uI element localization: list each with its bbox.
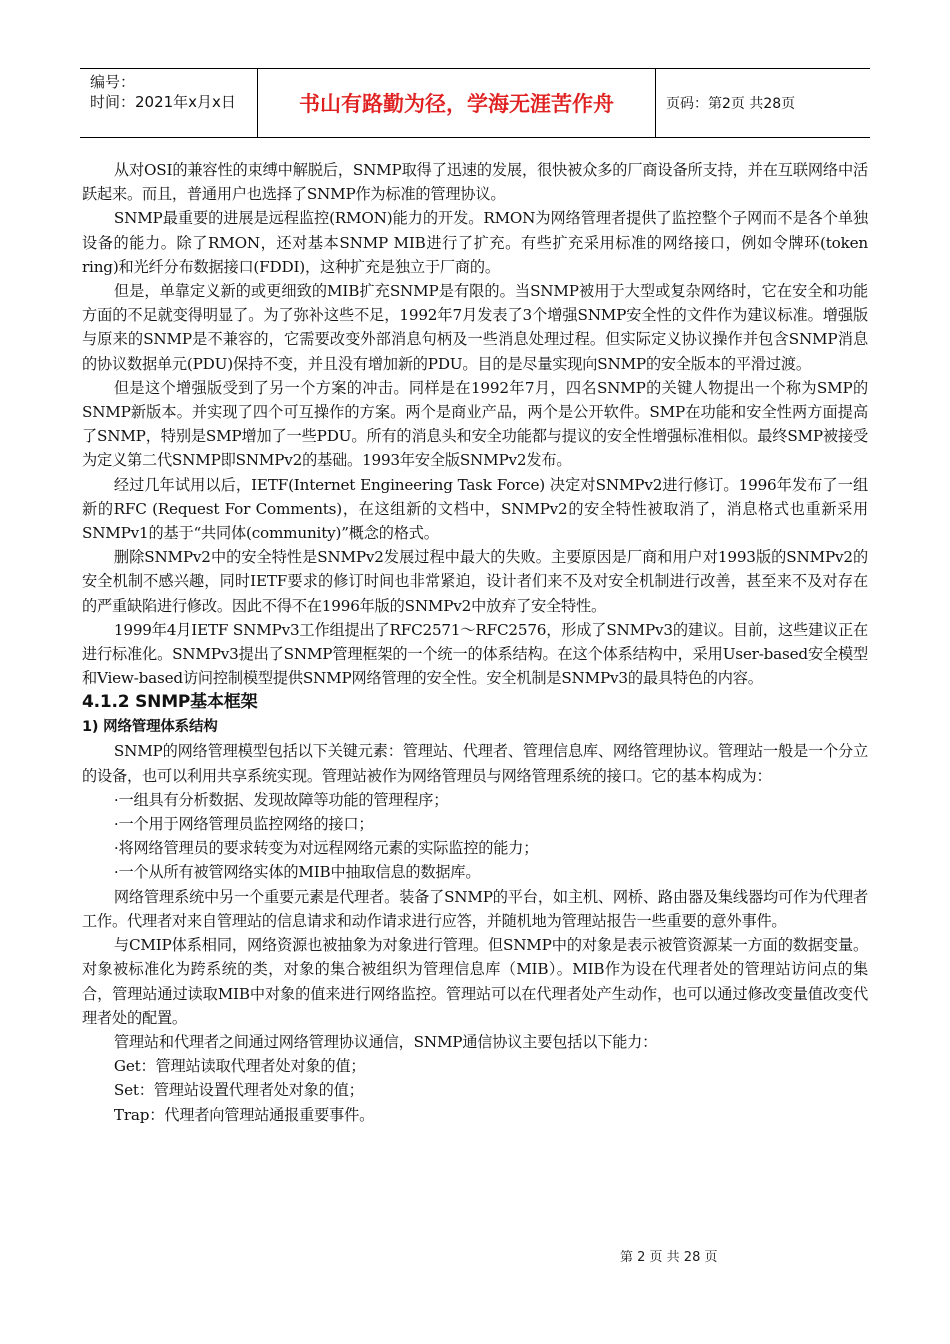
list-item: Get：管理站读取代理者处对象的值； [113, 1057, 366, 1076]
paragraph: 删除SNMPv2中的安全特性是SNMPv2发展过程中最大的失败。主要原因是厂商和用户对1993版的SNMPv2的安全机制不感兴趣，同时IETF要求的修订时间也非常紧迫，设计者们来不及对安全机制进行改善，甚至来不及对存在的严重缺陷进行修改。因此不得不在1996年版的SNMPv2中放弃了安全特性。 [82, 548, 868, 615]
subsection-heading: 1) 网络管理体系结构 [82, 719, 218, 736]
paragraph: 与CMIP体系相同，网络资源也被抽象为对象进行管理。但SNMP中的对象是表示被管资源某一方面的数据变量。对象被标准化为跨系统的类，对象的集合被组织为管理信息库（MIB）。MIB作为设在代理者处的管理站访问点的集合，管理站通过读取MIB中对象的值来进行网络监控。管理站可以在代理者处产生动作，也可以通过修改变量值改变代理者处的配置。 [82, 936, 868, 1027]
page-footer: 第 2 页 共 28 页 [620, 1250, 718, 1265]
list-item: Set：管理站设置代理者处对象的值； [113, 1081, 364, 1100]
paragraph: 从对OSI的兼容性的束缚中解脱后，SNMP取得了迅速的发展，很快被众多的厂商设备所支持，并在互联网络中活跃起来。而且，普通用户也选择了SNMP作为标准的管理协议。 [82, 161, 868, 204]
header-meta [80, 69, 258, 137]
paragraph: SNMP最重要的进展是远程监控(RMON)能力的开发。RMON为网络管理者提供了监控整个子网而不是各个单独设备的能力。除了RMON，还对基本SNMP MIB进行了扩充。有些扩充采用标准的网络接口，例如令牌环(token ring)和光纤分布数据接口(FDDI)，这种扩充是独立于厂商的。 [82, 209, 868, 276]
list-item: ·一个用于网络管理员监控网络的接口； [113, 815, 374, 834]
section-heading: 4.1.2 SNMP基本框架 [82, 692, 258, 713]
list-item: ·将网络管理员的要求转变为对远程网络元素的实际监控的能力； [113, 839, 539, 858]
paragraph: 网络管理系统中另一个重要元素是代理者。装备了SNMP的平台，如主机、网桥、路由器及集线器均可作为代理者工作。代理者对来自管理站的信息请求和动作请求进行应答，并随机地为管理站报告一些重要的意外事件。 [82, 887, 868, 930]
paragraph: 1999年4月IETF SNMPv3工作组提出了RFC2571～RFC2576，形成了SNMPv3的建议。目前，这些建议正在进行标准化。SNMPv3提出了SNMP管理框架的一个统一的体系结构。在这个体系结构中，采用User-based安全模型和View-based访问控制模型提供SNMP网络管理的安全性。安全机制是SNMPv3的最具特色的内容。 [82, 620, 868, 688]
paragraph: 但是，单靠定义新的或更细致的MIB扩充SNMP是有限的。当SNMP被用于大型或复杂网络时，它在安全和功能方面的不足就变得明显了。为了弥补这些不足，1992年7月发表了3个增强SNMP安全性的文件作为建议标准。增强版与原来的SNMP是不兼容的，它需要改变外部消息句柄及一些消息处理过程。但实际定义协议操作并包含SNMP消息的协议数据单元(PDU)保持不变，并且没有增加新的PDU。目的是尽量实现向SNMP的安全版本的平滑过渡。 [82, 282, 868, 373]
document-body [82, 158, 868, 1127]
header-page-number: 页码：第2页 共28页 [666, 96, 796, 112]
list-item: ·一个从所有被管网络实体的MIB中抽取信息的数据库。 [113, 863, 481, 882]
list-item: Trap：代理者向管理站通报重要事件。 [113, 1105, 375, 1124]
paragraph: 管理站和代理者之间通过网络管理协议通信，SNMP通信协议主要包括以下能力： [113, 1032, 658, 1051]
paragraph: SNMP的网络管理模型包括以下关键元素：管理站、代理者、管理信息库、网络管理协议。管理站一般是一个分立的设备，也可以利用共享系统实现。管理站被作为网络管理员与网络管理系统的接口。它的基本构成为： [82, 742, 868, 785]
header-motto: 书山有路勤为径，学海无涯苦作舟 [258, 69, 656, 137]
page-header [80, 68, 870, 138]
document-date: 时间：2021年x月x日 [90, 93, 236, 111]
document-number: 编号： [90, 73, 136, 91]
paragraph: 经过几年试用以后，IETF(Internet Engineering Task Force) 决定对SNMPv2进行修订。1996年发布了一组新的RFC (Request For Comments)，在这组新的文档中，SNMPv2的安全特性被取消了，消息格式也重新采用SNMPv1的基于“共同体(community)”概念的格式。 [82, 475, 868, 543]
paragraph: 但是这个增强版受到了另一个方案的冲击。同样是在1992年7月，四名SNMP的关键人物提出一个称为SMP的SNMP新版本。并实现了四个可互操作的方案。两个是商业产品，两个是公开软件。SMP在功能和安全性两方面提高了SNMP，特别是SMP增加了一些PDU。所有的消息头和安全功能都与提议的安全性增强标准相似。最终SMP被接受为定义第二代SNMP即SNMPv2的基础。1993年安全版SNMPv2发布。 [82, 378, 868, 470]
list-item: ·一组具有分析数据、发现故障等功能的管理程序； [113, 790, 449, 809]
